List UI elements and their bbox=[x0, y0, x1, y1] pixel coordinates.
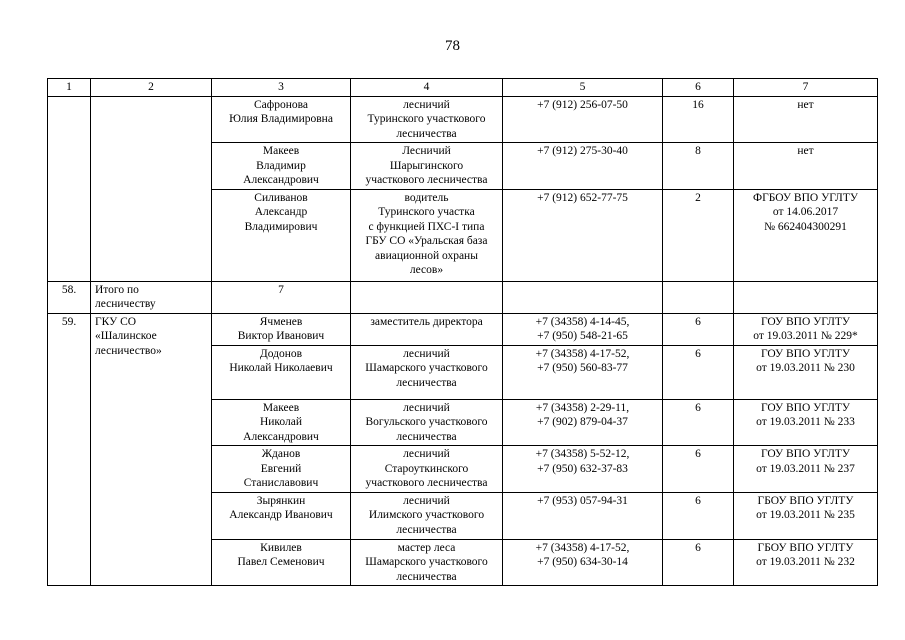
cell-position-line: Староуткинского bbox=[384, 462, 469, 475]
cell-education bbox=[734, 281, 878, 313]
cell-name-line: 7 bbox=[278, 283, 284, 296]
cell-education bbox=[734, 345, 878, 399]
cell-experience: 6 bbox=[663, 313, 734, 345]
cell-organization-line: лесничеству bbox=[95, 298, 156, 310]
cell-phone-line: +7 (912) 652-77-75 bbox=[537, 191, 628, 204]
cell-phone bbox=[503, 281, 663, 313]
cell-name-line: Ячменев bbox=[259, 315, 303, 328]
cell-phone bbox=[503, 539, 663, 586]
cell-position-line: с функцией ПХС-I типа bbox=[368, 220, 485, 233]
column-header: 5 bbox=[503, 79, 663, 97]
cell-organization-line: Итого по bbox=[95, 283, 139, 296]
cell-phone-line: +7 (902) 879-04-37 bbox=[537, 416, 628, 428]
cell-position-line: Илимского участкового bbox=[368, 509, 485, 521]
cell-position-line: Туринского участкового bbox=[367, 113, 486, 125]
cell-education bbox=[734, 313, 878, 345]
cell-education-line: от 19.03.2011 № 237 bbox=[756, 462, 855, 475]
cell-education-line: от 19.03.2011 № 232 bbox=[756, 556, 855, 568]
cell-position-line: водитель bbox=[404, 191, 449, 204]
cell-position-line: Шамарского участкового bbox=[365, 556, 488, 568]
column-header: 2 bbox=[91, 79, 212, 97]
cell-name-line: Макеев bbox=[262, 145, 300, 157]
cell-name-line: Александрович bbox=[243, 430, 319, 443]
cell-name bbox=[212, 399, 351, 446]
cell-experience: 8 bbox=[663, 143, 734, 190]
cell-education bbox=[734, 492, 878, 539]
cell-name-line: Макеев bbox=[262, 401, 300, 414]
table-header-row bbox=[48, 79, 878, 97]
cell-name-line: Додонов bbox=[259, 347, 303, 360]
cell-phone-line: +7 (34358) 4-17-52, bbox=[535, 347, 630, 360]
cell-education-line: ГБОУ ВПО УГЛТУ bbox=[757, 494, 854, 507]
cell-position-line: лесничий bbox=[403, 448, 450, 460]
cell-experience bbox=[663, 281, 734, 313]
cell-education-line: № 662404300291 bbox=[764, 220, 847, 233]
column-header: 7 bbox=[734, 79, 878, 97]
cell-education-line: ФГБОУ ВПО УГЛТУ bbox=[753, 191, 858, 204]
cell-name-line: Сафронова bbox=[253, 98, 308, 111]
cell-position-line: Шарыгинского bbox=[389, 159, 464, 172]
cell-position-line: лесничества bbox=[396, 430, 457, 443]
cell-organization bbox=[91, 96, 212, 281]
cell-phone bbox=[503, 399, 663, 446]
cell-organization-line: «Шалинское bbox=[95, 330, 157, 342]
cell-name-line: Зырянкин bbox=[256, 494, 306, 507]
cell-position-line: участкового лесничества bbox=[365, 174, 488, 186]
cell-number: 59. bbox=[48, 313, 91, 586]
table-row bbox=[48, 313, 878, 345]
table-row bbox=[48, 96, 878, 143]
cell-position-line: лесов» bbox=[409, 264, 444, 276]
cell-education-line: нет bbox=[797, 98, 814, 111]
cell-phone-line: +7 (912) 256-07-50 bbox=[537, 98, 628, 111]
cell-phone-line: +7 (950) 548-21-65 bbox=[537, 330, 628, 342]
cell-phone-line: +7 (950) 634-30-14 bbox=[537, 556, 628, 568]
cell-name bbox=[212, 345, 351, 399]
cell-phone bbox=[503, 446, 663, 493]
cell-education-line: от 19.03.2011 № 229* bbox=[753, 330, 858, 342]
cell-name-line: Евгений bbox=[260, 462, 302, 475]
table-row bbox=[48, 281, 878, 313]
cell-position-line: лесничества bbox=[396, 523, 457, 536]
cell-position-line: лесничества bbox=[396, 376, 457, 389]
cell-position-line: авиационной охраны bbox=[375, 249, 478, 262]
cell-phone-line: +7 (950) 560-83-77 bbox=[537, 362, 628, 374]
cell-position-line: Вогульского участкового bbox=[365, 416, 488, 428]
cell-position bbox=[351, 313, 503, 345]
cell-name-line: Николай bbox=[259, 416, 303, 428]
cell-education-line: ГОУ ВПО УГЛТУ bbox=[760, 401, 851, 414]
cell-phone-line: +7 (950) 632-37-83 bbox=[537, 462, 628, 475]
cell-organization-line: лесничество» bbox=[95, 344, 162, 357]
cell-organization bbox=[91, 281, 212, 313]
cell-position bbox=[351, 96, 503, 143]
cell-experience: 6 bbox=[663, 345, 734, 399]
cell-number bbox=[48, 96, 91, 281]
cell-position bbox=[351, 189, 503, 281]
cell-name bbox=[212, 281, 351, 313]
cell-phone-line: +7 (34358) 4-14-45, bbox=[535, 315, 630, 328]
cell-education-line: от 19.03.2011 № 233 bbox=[756, 416, 855, 428]
cell-phone-line: +7 (953) 057-94-31 bbox=[537, 494, 628, 507]
cell-experience: 6 bbox=[663, 492, 734, 539]
cell-position-line: лесничий bbox=[403, 98, 450, 111]
cell-position bbox=[351, 539, 503, 586]
cell-education-line: ГОУ ВПО УГЛТУ bbox=[760, 448, 851, 460]
cell-name-line: Александрович bbox=[243, 174, 319, 186]
cell-experience: 6 bbox=[663, 399, 734, 446]
cell-experience: 6 bbox=[663, 539, 734, 586]
cell-name bbox=[212, 143, 351, 190]
column-header: 6 bbox=[663, 79, 734, 97]
cell-position bbox=[351, 446, 503, 493]
cell-position-line: лесничий bbox=[403, 401, 450, 414]
cell-name-line: Александр bbox=[254, 206, 308, 218]
cell-name-line: Жданов bbox=[261, 448, 301, 460]
cell-position bbox=[351, 143, 503, 190]
cell-position-line: Лесничий bbox=[402, 145, 451, 157]
cell-education bbox=[734, 446, 878, 493]
cell-education-line: от 14.06.2017 bbox=[772, 206, 839, 218]
cell-education bbox=[734, 189, 878, 281]
cell-name bbox=[212, 189, 351, 281]
cell-education-line: ГОУ ВПО УГЛТУ bbox=[760, 347, 851, 360]
cell-position bbox=[351, 492, 503, 539]
cell-phone bbox=[503, 313, 663, 345]
cell-organization-line: ГКУ СО bbox=[95, 315, 137, 328]
cell-phone bbox=[503, 189, 663, 281]
cell-position-line: лесничий bbox=[403, 347, 450, 360]
cell-position bbox=[351, 345, 503, 399]
cell-position-line: мастер леса bbox=[397, 541, 456, 554]
cell-position-line: участкового лесничества bbox=[365, 477, 488, 489]
cell-name-line: Юлия Владимировна bbox=[229, 113, 333, 125]
cell-position-line: ГБУ СО «Уральская база bbox=[365, 235, 488, 247]
cell-position bbox=[351, 399, 503, 446]
cell-name-line: Виктор Иванович bbox=[237, 330, 325, 342]
cell-number: 58. bbox=[48, 281, 91, 313]
cell-education-line: ГОУ ВПО УГЛТУ bbox=[760, 315, 851, 328]
cell-phone bbox=[503, 143, 663, 190]
cell-position-line: лесничества bbox=[396, 570, 457, 583]
cell-education bbox=[734, 96, 878, 143]
cell-phone-line: +7 (34358) 2-29-11, bbox=[535, 401, 630, 414]
cell-education-line: от 19.03.2011 № 235 bbox=[756, 509, 855, 521]
cell-position-line: Туринского участка bbox=[378, 206, 475, 218]
cell-name bbox=[212, 96, 351, 143]
cell-experience: 6 bbox=[663, 446, 734, 493]
cell-name bbox=[212, 492, 351, 539]
cell-education-line: от 19.03.2011 № 230 bbox=[756, 362, 855, 374]
cell-phone-line: +7 (34358) 5-52-12, bbox=[535, 448, 630, 460]
staff-table bbox=[47, 78, 878, 586]
column-header: 3 bbox=[212, 79, 351, 97]
cell-phone-line: +7 (34358) 4-17-52, bbox=[535, 541, 630, 554]
cell-phone-line: +7 (912) 275-30-40 bbox=[537, 145, 628, 157]
cell-position-line: Шамарского участкового bbox=[365, 362, 488, 374]
cell-experience: 2 bbox=[663, 189, 734, 281]
cell-organization bbox=[91, 313, 212, 586]
cell-name-line: Кивилев bbox=[260, 541, 302, 554]
cell-name-line: Павел Семенович bbox=[237, 556, 325, 568]
cell-phone bbox=[503, 96, 663, 143]
cell-education bbox=[734, 143, 878, 190]
cell-name-line: Николай Николаевич bbox=[229, 362, 333, 374]
column-header: 1 bbox=[48, 79, 91, 97]
cell-education bbox=[734, 399, 878, 446]
cell-name-line: Александр Иванович bbox=[229, 509, 333, 521]
cell-name bbox=[212, 446, 351, 493]
cell-name-line: Владимир bbox=[256, 159, 306, 172]
cell-education-line: ГБОУ ВПО УГЛТУ bbox=[757, 541, 854, 554]
cell-name-line: Станиславович bbox=[243, 477, 319, 489]
page-number: 78 bbox=[445, 38, 460, 54]
cell-name-line: Силиванов bbox=[254, 191, 308, 204]
cell-position bbox=[351, 281, 503, 313]
cell-education bbox=[734, 539, 878, 586]
cell-experience: 16 bbox=[663, 96, 734, 143]
cell-name bbox=[212, 539, 351, 586]
cell-position-line: лесничества bbox=[396, 127, 457, 140]
column-header: 4 bbox=[351, 79, 503, 97]
cell-name-line: Владимирович bbox=[244, 220, 318, 233]
cell-position-line: лесничий bbox=[403, 494, 450, 507]
cell-phone bbox=[503, 492, 663, 539]
cell-phone bbox=[503, 345, 663, 399]
cell-name bbox=[212, 313, 351, 345]
table-body bbox=[48, 79, 878, 586]
cell-position-line: заместитель директора bbox=[370, 315, 483, 328]
cell-education-line: нет bbox=[797, 145, 814, 157]
